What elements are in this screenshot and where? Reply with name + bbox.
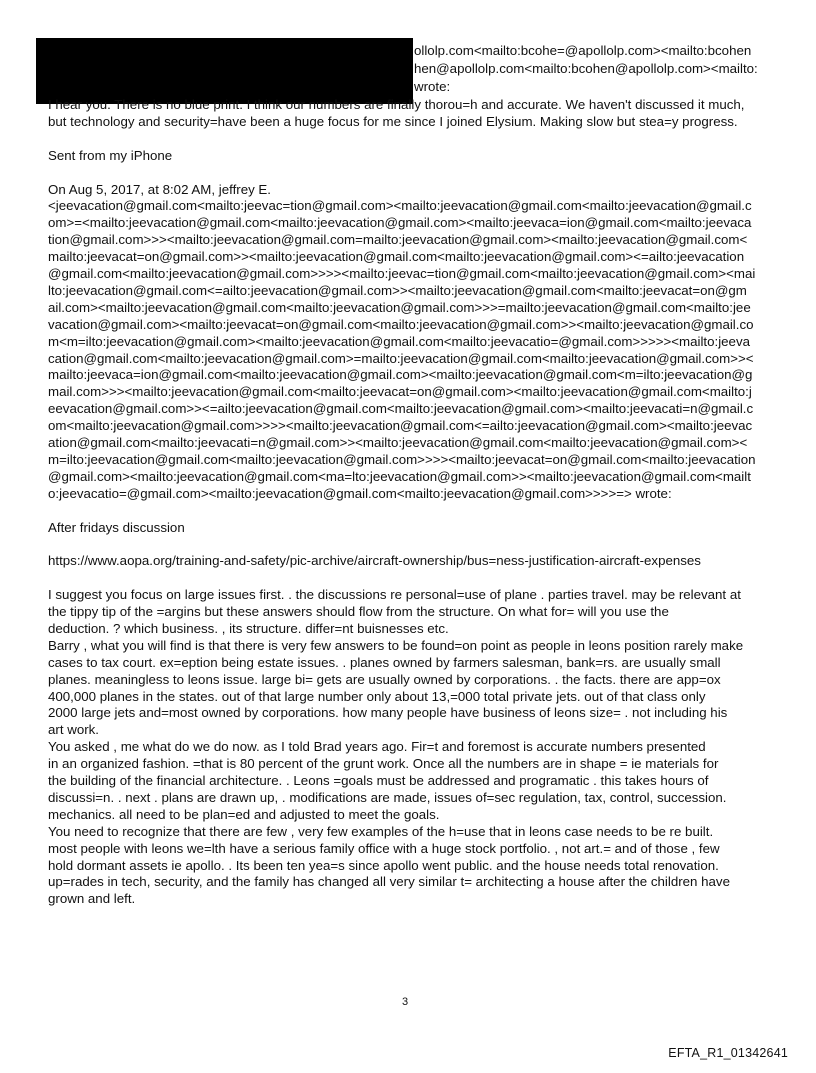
body-line: the building of the financial architecture. . Leons =goals must be addressed and programatic . this takes hours of — [48, 773, 709, 788]
body-line: deduction. ? which business. , its structure. differ=nt buisnesses etc. — [48, 620, 449, 636]
body-line: m<m=ilto:jeevacation@gmail.com><mailto:jeevacation@gmail.com<mailto:jeevacatio=@gmail.com>>>>><mailto:jeeva — [48, 333, 750, 349]
body-line: @gmail.com><mailto:jeevacation@gmail.com<ma=lto:jeevacation@gmail.com>><mailto:jeevacation@gmail.com<mailt — [48, 468, 751, 484]
body-line: discussi=n. . next . plans are drawn up, . modifications are made, issues of=sec regulation, tax, control, succession. — [48, 789, 727, 805]
page-number: 3 — [402, 996, 409, 1008]
header-line: ollolp.com<mailto:bcohe=@apollolp.com><mailto:bcohen — [414, 43, 752, 58]
body-line: You asked , me what do we do now. as I told Brad years ago. Fir=t and foremost is accurate numbers presented — [48, 739, 706, 755]
body-line: https://www.aopa.org/training-and-safety/pic-archive/aircraft-ownership/bus=ness-justification-aircraft-expenses — [48, 553, 701, 569]
body-line: @gmail.com<mailto:jeevacation@gmail.com>>>><mailto:jeevac=tion@gmail.com<mailto:jeevacation@gmail.com><mai — [48, 266, 756, 281]
document-id: EFTA_R1_01342641 — [668, 1046, 788, 1060]
body-line: Barry , what you will find is that there is very few answers to be found=on point as people in leons position rarely make — [48, 637, 744, 653]
header-line: wrote: — [414, 79, 451, 94]
body-line: I suggest you focus on large issues first. . the discussions re personal=use of plane . parties travel. may be relevant at — [48, 587, 741, 603]
body-line: cation@gmail.com<mailto:jeevacation@gmail.com>=mailto:jeevacation@gmail.com<mailto:jeevacation@gmail.com>>< — [48, 350, 754, 366]
body-line: You need to recognize that there are few , very few examples of the h=use that in leons case needs to be re built. — [48, 823, 714, 839]
body-line: tion@gmail.com>>><mailto:jeevacation@gmail.com=mailto:jeevacation@gmail.com><mailto:jeevacation@gmail.com< — [48, 232, 748, 248]
body-line: in an organized fashion. =that is 80 percent of the grunt work. Once all the numbers are in shape = ie materials for — [48, 756, 719, 772]
body-line: I hear you. There is no blue print. I think our numbers are finally thorou=h and accurate. We haven't discussed it much, — [48, 97, 745, 112]
body-line: ation@gmail.com<mailto:jeevacati=n@gmail.com>><mailto:jeevacation@gmail.com<mailto:jeevacation@gmail.com>< — [48, 435, 748, 450]
body-line: planes. meaningless to leons issue. large bi= gets are usually owned by corporations. . the facts. there are app=ox — [48, 671, 721, 687]
body-line: ail.com><mailto:jeevacation@gmail.com<mailto:jeevacation@gmail.com>>>=mailto:jeevacation@gmail.com<mailto:jee — [48, 299, 751, 315]
body-line: o:jeevacatio=@gmail.com><mailto:jeevacation@gmail.com<mailto:jeevacation@gmail.com>>>>=> wrote: — [48, 485, 672, 501]
body-line: m=ilto:jeevacation@gmail.com<mailto:jeevacation@gmail.com>>>><mailto:jeevacat=on@gmail.com<mailto:jeevacation — [48, 451, 756, 467]
body-line: cases to tax court. ex=eption being estate issues. . planes owned by farmers salesman, bank=rs. are usually small — [48, 654, 721, 670]
body-line: mechanics. all need to be plan=ed and adjusted to meet the goals. — [48, 806, 440, 822]
header-line: hen@apollolp.com<mailto:bcohen@apollolp.com><mailto: — [414, 61, 758, 76]
body-line: most people with leons we=lth have a serious family office with a huge stock portfolio. , not art.= and of those , few — [48, 840, 720, 856]
body-line: 2000 large jets and=most owned by corporations. how many people have business of leons size= . not including his — [48, 705, 728, 721]
body-line: the tippy tip of the =argins but these answers should flow from the structure. On what for= will you use the — [48, 604, 669, 619]
body-line: After fridays discussion — [48, 519, 185, 535]
body-line: hold dormant assets ie apollo. . Its been ten yea=s since apollo went public. and the house needs total renovation. — [48, 857, 719, 873]
body-line: Sent from my iPhone — [48, 147, 173, 163]
body-line: mailto:jeevacat=on@gmail.com>><mailto:jeevacation@gmail.com<mailto:jeevacation@gmail.com><=ailto:jeevacation — [48, 249, 745, 265]
body-line: mail.com>>><mailto:jeevacation@gmail.com<mailto:jeevacat=on@gmail.com><mailto:jeevacation@gmail.com<mailto:j — [48, 384, 752, 400]
body-line: grown and left. — [48, 891, 136, 907]
body-line: up=rades in tech, security, and the family has changed all very similar t= architecting a house after the children have — [48, 874, 730, 890]
body-line: mailto:jeevaca=ion@gmail.com<mailto:jeevacation@gmail.com><mailto:jeevacation@gmail.com<m=ilto:jeevacation@g — [48, 367, 753, 383]
body-line: 400,000 planes in the states. out of that large number only about 13,=000 total private jets. out of that class only — [48, 688, 706, 704]
body-line: om<mailto:jeevacation@gmail.com>>>><mailto:jeevacation@gmail.com<=ailto:jeevacation@gmail.com><mailto:jeevac — [48, 418, 753, 434]
body-line: art work. — [48, 722, 99, 738]
body-line: eevacation@gmail.com>><=ailto:jeevacation@gmail.com<mailto:jeevacation@gmail.com><mailto:jeevacati=n@gmail.c — [48, 401, 754, 417]
body-line: <jeevacation@gmail.com<mailto:jeevac=tion@gmail.com><mailto:jeevacation@gmail.com<mailto:jeevacation@gmail.c — [48, 198, 752, 214]
body-line: but technology and security=have been a huge focus for me since I joined Elysium. Making slow but stea=y progress. — [48, 113, 738, 129]
body-line: vacation@gmail.com><mailto:jeevacat=on@gmail.com<mailto:jeevacation@gmail.com>><mailto:jeevacation@gmail.co — [48, 316, 754, 332]
redaction-block — [36, 38, 413, 104]
body-line: om>=<mailto:jeevacation@gmail.com<mailto:jeevacation@gmail.com><mailto:jeevaca=ion@gmail.com<mailto:jeevaca — [48, 215, 752, 231]
body-line: On Aug 5, 2017, at 8:02 AM, jeffrey E. — [48, 181, 271, 197]
body-line: lto:jeevacation@gmail.com<=ailto:jeevacation@gmail.com>><mailto:jeevacation@gmail.com<mailto:jeevacat=on@gm — [48, 282, 747, 298]
